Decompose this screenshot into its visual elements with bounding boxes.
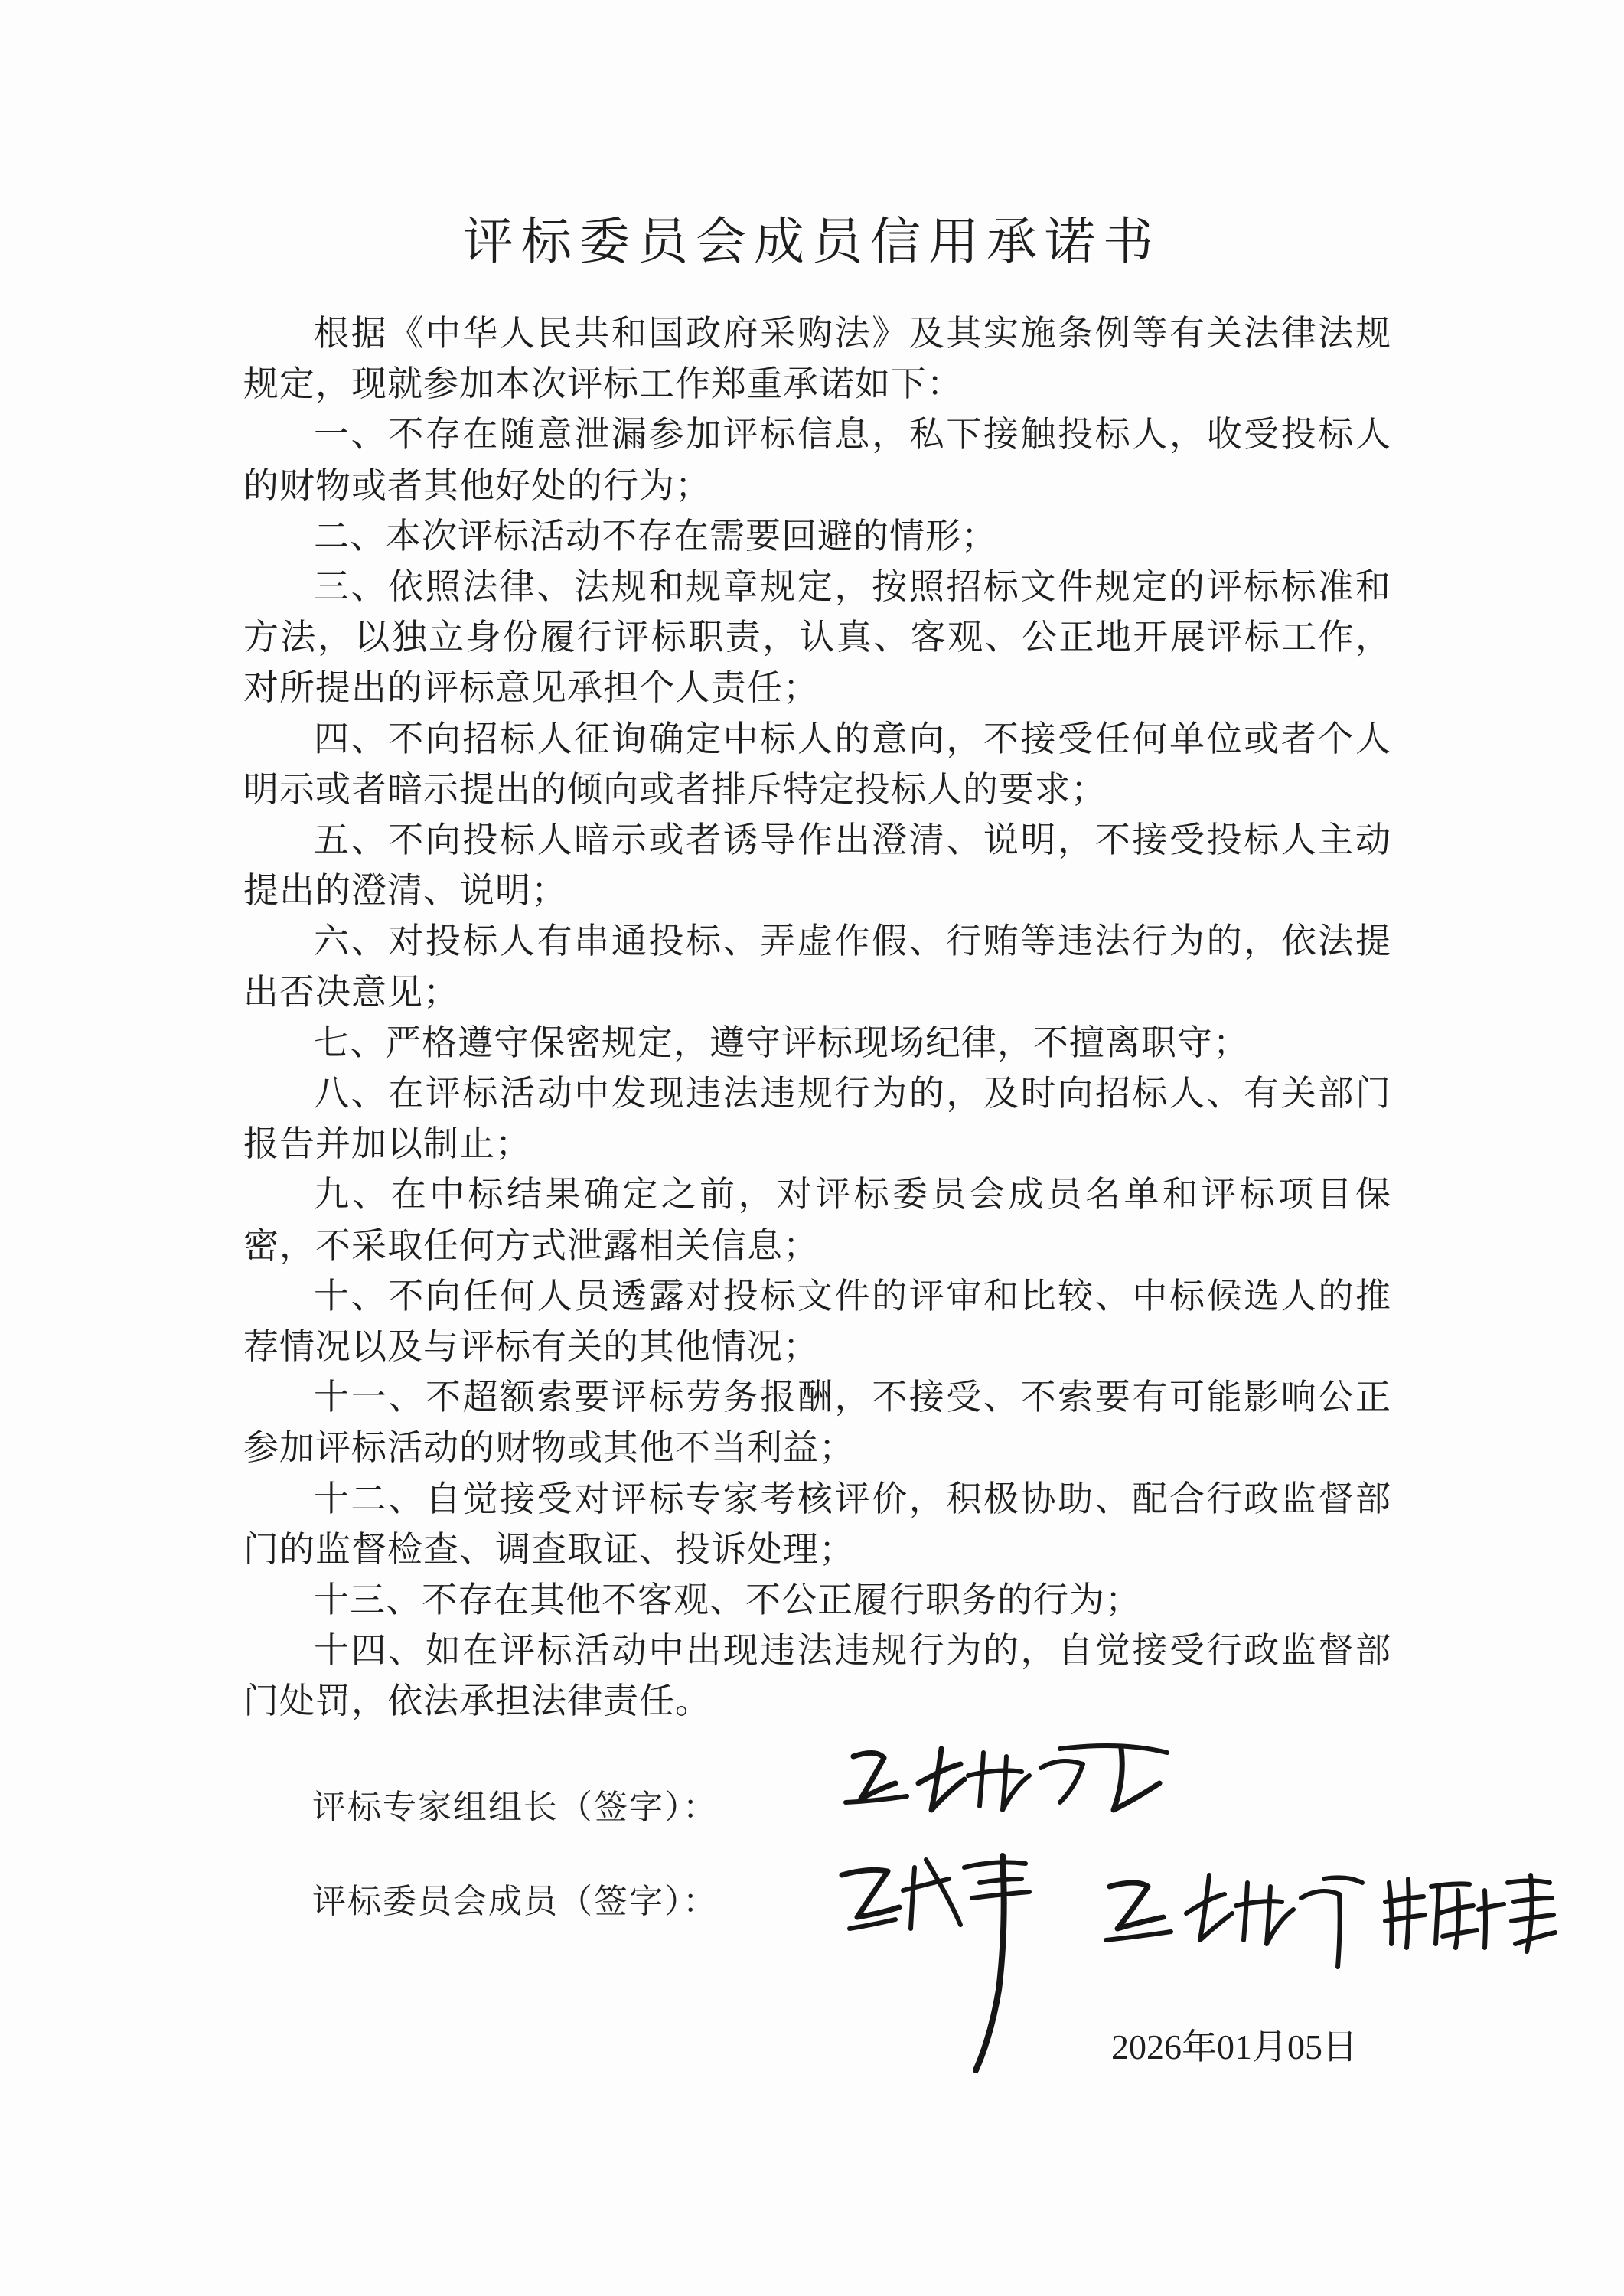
member-signature-label: 评标委员会成员（签字）： bbox=[312, 1882, 718, 1921]
commitment-item: 九、在中标结果确定之前，对评标委员会成员名单和评标项目保密，不采取任何方式泄露相关信息； bbox=[243, 1173, 1391, 1266]
member-signature-2 bbox=[1094, 1852, 1370, 1975]
document-date: 2026年01月05日 bbox=[1111, 2027, 1358, 2066]
document-body bbox=[243, 308, 1391, 1727]
commitment-item: 一、不存在随意泄漏参加评标信息，私下接触投标人，收受投标人的财物或者其他好处的行为； bbox=[243, 413, 1391, 506]
commitment-item: 八、在评标活动中发现违法违规行为的，及时向招标人、有关部门报告并加以制止； bbox=[243, 1072, 1391, 1165]
commitment-item: 十三、不存在其他不客观、不公正履行职务的行为； bbox=[314, 1579, 1141, 1621]
commitment-item: 四、不向招标人征询确定中标人的意向，不接受任何单位或者个人明示或者暗示提出的倾向或者排斥特定投标人的要求； bbox=[243, 717, 1391, 810]
commitment-item: 十四、如在评标活动中出现违法违规行为的，自觉接受行政监督部门处罚，依法承担法律责任。 bbox=[243, 1629, 1391, 1722]
commitment-item: 十二、自觉接受对评标专家考核评价，积极协助、配合行政监督部门的监督检查、调查取证、投诉处理； bbox=[243, 1477, 1391, 1570]
member-signature-3 bbox=[1378, 1860, 1561, 1959]
leader-signature-label: 评标专家组组长（签字）： bbox=[312, 1788, 718, 1827]
commitment-item: 六、对投标人有串通投标、弄虚作假、行贿等违法行为的，依法提出否决意见； bbox=[243, 920, 1391, 1013]
commitment-item: 七、严格遵守保密规定，遵守评标现场纪律，不擅离职守； bbox=[314, 1021, 1249, 1063]
member-signature-1 bbox=[827, 1837, 1071, 2082]
document-title: 评标委员会成员信用承诺书 bbox=[463, 212, 1161, 271]
commitment-item: 十、不向任何人员透露对投标文件的评审和比较、中标候选人的推荐情况以及与评标有关的其他情况； bbox=[243, 1274, 1391, 1368]
intro-paragraph: 根据《中华人民共和国政府采购法》及其实施条例等有关法律法规规定，现就参加本次评标工作郑重承诺如下： bbox=[243, 312, 1391, 405]
commitment-item: 三、依照法律、法规和规章规定，按照招标文件规定的评标标准和方法，以独立身份履行评标职责，认真、客观、公正地开展评标工作，对所提出的评标意见承担个人责任； bbox=[243, 566, 1391, 709]
commitment-item: 二、本次评标活动不存在需要回避的情形； bbox=[314, 514, 997, 556]
leader-signature bbox=[830, 1726, 1198, 1825]
commitment-item: 五、不向投标人暗示或者诱导作出澄清、说明，不接受投标人主动提出的澄清、说明； bbox=[243, 819, 1391, 912]
commitment-item: 十一、不超额索要评标劳务报酬，不接受、不索要有可能影响公正参加评标活动的财物或其他不当利益； bbox=[243, 1376, 1391, 1469]
